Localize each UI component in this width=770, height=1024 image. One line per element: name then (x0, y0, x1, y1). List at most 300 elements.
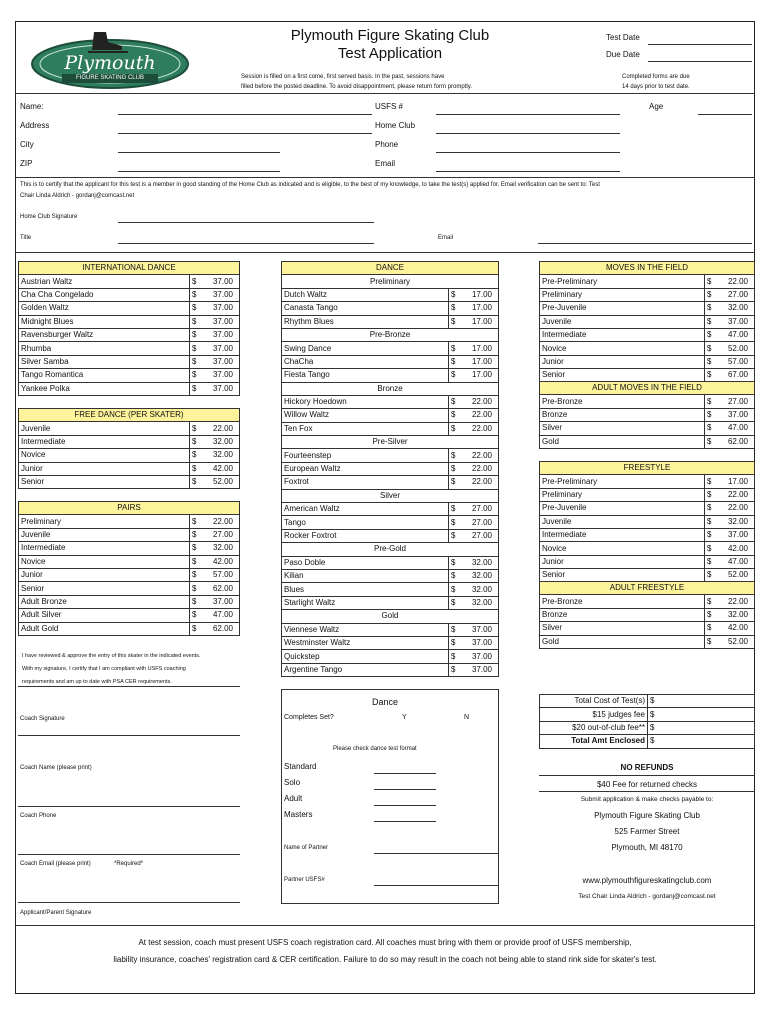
price-value: 37.00 (212, 276, 233, 286)
currency-symbol: $ (451, 557, 456, 567)
coach-phone-label: Coach Phone (20, 813, 57, 819)
currency-symbol: $ (451, 624, 456, 634)
partner-name-field[interactable] (374, 853, 498, 854)
standard-field[interactable] (374, 773, 436, 774)
price-cell (449, 503, 499, 516)
home-club-signature-field[interactable] (118, 222, 374, 223)
home-club-label: Home Club (375, 121, 416, 130)
currency-symbol: $ (707, 489, 712, 499)
price-value: 17.00 (471, 356, 492, 366)
test-name: Preliminary (540, 288, 705, 301)
test-name: Novice (19, 449, 190, 462)
price-cell (705, 475, 755, 488)
currency-symbol: $ (192, 330, 197, 340)
coach-phone-field[interactable] (18, 854, 240, 855)
masters-field[interactable] (374, 821, 436, 822)
table-row[interactable] (540, 502, 755, 515)
adult-field[interactable] (374, 805, 436, 806)
section-header: ADULT MOVES IN THE FIELD (540, 382, 755, 395)
price-cell (190, 475, 240, 488)
test-name: Pre-Juvenile (540, 502, 705, 515)
test-name: Senior (19, 475, 190, 488)
price-value: 42.00 (212, 556, 233, 566)
table-row[interactable] (540, 569, 755, 582)
test-date-field[interactable] (648, 44, 752, 45)
test-name: European Waltz (282, 462, 449, 475)
currency-symbol: $ (451, 638, 456, 648)
price-cell (190, 369, 240, 382)
pairs-table (18, 501, 240, 636)
price-value: 37.00 (212, 316, 233, 326)
currency-symbol: $ (192, 570, 197, 580)
price-value: 37.00 (212, 330, 233, 340)
price-cell (705, 502, 755, 515)
price-value: 47.00 (727, 330, 748, 340)
age-field[interactable] (698, 114, 752, 115)
table-row[interactable] (19, 449, 240, 462)
certify-title-field[interactable] (118, 243, 374, 244)
coach-signature-field[interactable] (18, 735, 240, 736)
solo-field[interactable] (374, 789, 436, 790)
table-row[interactable] (19, 542, 240, 555)
test-name: Willow Waltz (282, 409, 449, 422)
test-name: Cha Cha Congelado (19, 288, 190, 301)
test-name: Quickstep (282, 650, 449, 663)
table-row[interactable] (282, 355, 499, 368)
table-row[interactable] (282, 315, 499, 328)
price-value: 17.00 (471, 370, 492, 380)
currency-symbol: $ (451, 289, 456, 299)
section-header: ADULT FREESTYLE (540, 582, 755, 595)
out-of-club-field[interactable]: $ (648, 721, 755, 734)
completes-set-label: Completes Set? (284, 714, 334, 721)
price-value: 62.00 (727, 436, 748, 446)
check-format-label: Please check dance test format (333, 746, 417, 752)
currency-symbol: $ (451, 423, 456, 433)
table-row[interactable] (540, 622, 755, 635)
table-row[interactable] (282, 288, 499, 301)
price-cell (449, 422, 499, 435)
currency-symbol: $ (192, 343, 197, 353)
currency-symbol: $ (451, 450, 456, 460)
returned-checks: $40 Fee for returned checks (596, 780, 698, 789)
test-date-label: Test Date (606, 33, 640, 42)
table-row[interactable] (19, 528, 240, 541)
price-value: 22.00 (212, 423, 233, 433)
price-value: 22.00 (471, 464, 492, 474)
price-value: 32.00 (471, 557, 492, 567)
coach-note-1: I have reviewed & approve the entry of this skater in the indicated events. (22, 653, 201, 659)
price-cell (190, 422, 240, 435)
price-cell (705, 328, 755, 341)
price-cell (705, 595, 755, 608)
completes-set-no[interactable]: N (464, 714, 470, 721)
test-name: Adult Gold (19, 622, 190, 635)
price-cell (705, 302, 755, 315)
test-name: Silver Samba (19, 355, 190, 368)
table-row[interactable] (19, 462, 240, 475)
table-row[interactable] (282, 369, 499, 382)
judges-fee-field[interactable]: $ (648, 708, 755, 721)
currency-symbol: $ (451, 651, 456, 661)
table-row[interactable] (282, 422, 499, 435)
table-row[interactable] (282, 636, 499, 649)
price-value: 52.00 (727, 343, 748, 353)
table-row[interactable] (540, 315, 755, 328)
price-value: 52.00 (727, 570, 748, 580)
currency-symbol: $ (707, 276, 712, 286)
table-row[interactable] (19, 568, 240, 581)
zip-label: ZIP (20, 159, 33, 168)
price-value: 37.00 (212, 370, 233, 380)
table-row[interactable] (540, 422, 755, 435)
price-cell (449, 569, 499, 582)
level-subheader: Pre-Bronze (282, 328, 499, 341)
currency-symbol: $ (707, 636, 712, 646)
price-cell (705, 542, 755, 555)
table-row[interactable] (540, 528, 755, 541)
price-value: 22.00 (727, 503, 748, 513)
table-row[interactable] (540, 608, 755, 621)
price-cell (449, 636, 499, 649)
test-name: Senior (540, 569, 705, 582)
test-name: Canasta Tango (282, 302, 449, 315)
coach-email-required: *Required* (114, 861, 144, 867)
page-subtitle: Test Application (337, 45, 443, 62)
table-row[interactable] (19, 515, 240, 528)
test-name: Novice (540, 542, 705, 555)
price-cell (449, 449, 499, 462)
test-name: Dutch Waltz (282, 288, 449, 301)
price-cell (705, 408, 755, 421)
currency-symbol: $ (707, 543, 712, 553)
test-name: Intermediate (540, 328, 705, 341)
currency-symbol: $ (451, 504, 456, 514)
completed-note-2: 14 days prior to test date. (622, 84, 690, 90)
test-name: Austrian Waltz (19, 275, 190, 288)
club-street: 525 Farmer Street (614, 827, 680, 836)
price-value: 37.00 (212, 356, 233, 366)
table-row[interactable] (540, 635, 755, 648)
test-name: Preliminary (19, 515, 190, 528)
test-name: Ravensburger Waltz (19, 328, 190, 341)
price-value: 22.00 (471, 450, 492, 460)
table-row[interactable] (282, 395, 499, 408)
table-row[interactable] (540, 328, 755, 341)
price-value: 37.00 (727, 530, 748, 540)
price-cell (449, 596, 499, 609)
dance-table (281, 261, 499, 677)
table-row[interactable] (282, 596, 499, 609)
test-name: Intermediate (19, 435, 190, 448)
table-row[interactable] (19, 355, 240, 368)
refunds-divider (539, 775, 755, 776)
judges-fee-label: $15 judges fee (540, 708, 648, 721)
price-value: 37.00 (471, 624, 492, 634)
currency-symbol: $ (707, 436, 712, 446)
table-row[interactable] (540, 395, 755, 408)
test-name: Argentine Tango (282, 663, 449, 676)
test-name: Ten Fox (282, 422, 449, 435)
price-cell (190, 582, 240, 595)
city-label: City (20, 140, 34, 149)
test-name: American Waltz (282, 503, 449, 516)
price-cell (449, 462, 499, 475)
price-cell (705, 395, 755, 408)
price-cell (190, 355, 240, 368)
table-row[interactable] (19, 582, 240, 595)
price-cell (190, 568, 240, 581)
table-row[interactable] (540, 342, 755, 355)
table-row[interactable] (540, 288, 755, 301)
price-cell (190, 315, 240, 328)
page-title: Plymouth Figure Skating Club (290, 27, 490, 44)
table-row[interactable] (19, 422, 240, 435)
table-row[interactable] (282, 569, 499, 582)
price-cell (705, 275, 755, 288)
phone-label: Phone (375, 140, 399, 149)
currency-symbol: $ (451, 517, 456, 527)
table-row[interactable] (19, 609, 240, 622)
price-value: 37.00 (212, 303, 233, 313)
price-cell (705, 515, 755, 528)
table-row[interactable] (540, 302, 755, 315)
table-row[interactable] (19, 382, 240, 395)
section-header: DANCE (282, 262, 499, 275)
price-cell (705, 635, 755, 648)
table-row[interactable] (282, 650, 499, 663)
test-name: Novice (540, 342, 705, 355)
price-cell (705, 342, 755, 355)
table-row[interactable] (19, 622, 240, 635)
test-name: Fourteenstep (282, 449, 449, 462)
currency-symbol: $ (192, 596, 197, 606)
table-row[interactable] (540, 542, 755, 555)
currency-symbol: $ (192, 276, 197, 286)
table-row[interactable] (282, 503, 499, 516)
certify-divider (15, 252, 755, 253)
price-cell (190, 382, 240, 395)
partner-usfs-field[interactable] (374, 885, 498, 886)
table-row[interactable] (540, 488, 755, 501)
total-enclosed-field[interactable]: $ (648, 735, 755, 748)
table-row[interactable] (19, 315, 240, 328)
applicant-signature-label: Applicant/Parent Signature (20, 910, 92, 916)
test-name: Senior (540, 369, 705, 382)
test-name: Adult Bronze (19, 595, 190, 608)
table-row[interactable] (19, 595, 240, 608)
currency-symbol: $ (451, 584, 456, 594)
currency-symbol: $ (451, 664, 456, 674)
table-row[interactable] (540, 515, 755, 528)
level-subheader: Pre-Silver (282, 436, 499, 449)
test-name: Tango Romantica (19, 369, 190, 382)
coach-email-field[interactable] (18, 902, 240, 903)
coach-signature-label: Coach Signature (20, 716, 65, 722)
price-value: 62.00 (212, 583, 233, 593)
price-value: 22.00 (212, 516, 233, 526)
currency-symbol: $ (192, 289, 197, 299)
price-value: 27.00 (471, 517, 492, 527)
price-value: 32.00 (212, 543, 233, 553)
currency-symbol: $ (451, 531, 456, 540)
table-row[interactable] (540, 555, 755, 568)
section-header: PAIRS (19, 502, 240, 515)
test-name: Adult Silver (19, 609, 190, 622)
section-header: MOVES IN THE FIELD (540, 262, 755, 275)
price-value: 37.00 (471, 638, 492, 648)
test-name: Hickory Hoedown (282, 395, 449, 408)
table-row[interactable] (540, 595, 755, 608)
table-row[interactable] (19, 328, 240, 341)
price-cell (705, 488, 755, 501)
test-name: Intermediate (540, 528, 705, 541)
club-website[interactable]: www.plymouthfigureskatingclub.com (582, 876, 712, 885)
price-value: 42.00 (727, 543, 748, 553)
usfs-field[interactable] (436, 114, 620, 115)
price-value: 17.00 (471, 289, 492, 299)
table-row[interactable] (282, 409, 499, 422)
test-name: Rhythm Blues (282, 315, 449, 328)
price-value: 32.00 (212, 450, 233, 460)
price-cell (190, 342, 240, 355)
price-cell (449, 476, 499, 489)
level-subheader: Pre-Gold (282, 543, 499, 556)
name-field[interactable] (118, 114, 372, 115)
table-row[interactable] (282, 476, 499, 489)
certify-line-1: This is to certify that the applicant for this test is a member in good standing of the Home Club as indicated and is eligible, to the best of my knowledge, to take the test(s) applied for. Email verification can be sent to: Test (20, 182, 600, 188)
currency-symbol: $ (707, 476, 712, 486)
total-enclosed-label: Total Amt Enclosed (540, 735, 648, 748)
test-name: Silver (540, 422, 705, 435)
table-row[interactable] (282, 529, 499, 542)
footer-divider (15, 925, 755, 926)
coach-note-3: requirements and am up to date with PSA CER requirements. (22, 679, 172, 685)
price-value: 47.00 (727, 423, 748, 433)
currency-symbol: $ (707, 330, 712, 340)
table-row[interactable] (282, 342, 499, 355)
table-row[interactable] (282, 583, 499, 596)
price-cell (190, 435, 240, 448)
total-cost-field[interactable]: $ (648, 695, 755, 708)
price-value: 37.00 (212, 289, 233, 299)
test-name: Bronze (540, 608, 705, 621)
table-row[interactable] (19, 302, 240, 315)
test-name: Paso Doble (282, 556, 449, 569)
table-row[interactable] (282, 556, 499, 569)
masters-label: Masters (284, 810, 313, 819)
table-row[interactable] (540, 369, 755, 382)
zip-field[interactable] (118, 171, 280, 172)
currency-symbol: $ (707, 356, 712, 366)
test-name: Foxtrot (282, 476, 449, 489)
test-name: Pre-Preliminary (540, 475, 705, 488)
dance-format-box (281, 689, 499, 904)
phone-field[interactable] (436, 152, 620, 153)
price-value: 32.00 (727, 609, 748, 619)
table-row[interactable] (540, 408, 755, 421)
currency-symbol: $ (192, 529, 197, 539)
price-value: 32.00 (727, 516, 748, 526)
completes-set-yes[interactable]: Y (402, 714, 407, 721)
price-value: 17.00 (471, 316, 492, 326)
table-row[interactable] (282, 623, 499, 636)
due-date-label: Due Date (606, 50, 640, 59)
price-value: 22.00 (471, 423, 492, 433)
city-field[interactable] (118, 152, 280, 153)
table-row[interactable] (540, 355, 755, 368)
logo-subtext: FIGURE SKATING CLUB (76, 75, 144, 81)
adult-label: Adult (284, 794, 303, 803)
currency-symbol: $ (707, 609, 712, 619)
table-row[interactable] (19, 435, 240, 448)
section-header: FREE DANCE (PER SKATER) (19, 409, 240, 422)
currency-symbol: $ (707, 303, 712, 313)
table-row[interactable] (19, 475, 240, 488)
test-name: Silver (540, 622, 705, 635)
email-field[interactable] (436, 171, 620, 172)
table-row[interactable] (540, 275, 755, 288)
test-name: Bronze (540, 408, 705, 421)
price-value: 47.00 (727, 556, 748, 566)
price-value: 32.00 (471, 584, 492, 594)
test-name: Fiesta Tango (282, 369, 449, 382)
table-row[interactable] (282, 516, 499, 529)
table-row[interactable] (282, 663, 499, 676)
table-row[interactable] (282, 462, 499, 475)
price-value: 27.00 (471, 531, 492, 540)
currency-symbol: $ (192, 370, 197, 380)
price-value: 42.00 (212, 463, 233, 473)
table-row[interactable] (19, 555, 240, 568)
certify-email-field[interactable] (538, 243, 752, 244)
table-row[interactable] (282, 449, 499, 462)
footer-line-2: liability insurance, coaches' registration card & CER certification. Failure to do so may result in the coach not being able to stand rink side for skater's test. (113, 955, 657, 964)
currency-symbol: $ (451, 410, 456, 420)
coach-name-field[interactable] (18, 806, 240, 807)
price-cell (190, 462, 240, 475)
table-row[interactable] (540, 475, 755, 488)
table-row[interactable] (19, 275, 240, 288)
currency-symbol: $ (707, 530, 712, 540)
price-value: 27.00 (212, 529, 233, 539)
coach-email-label: Coach Email (please print) (20, 861, 91, 867)
table-row[interactable] (540, 435, 755, 448)
table-row[interactable] (19, 288, 240, 301)
level-subheader: Preliminary (282, 275, 499, 288)
out-of-club-label: $20 out-of-club fee** (540, 721, 648, 734)
address-field[interactable] (118, 133, 372, 134)
currency-symbol: $ (192, 543, 197, 553)
footer-line-1: At test session, coach must present USFS coach registration card. All coaches must bring with them or provide proof of USFS membership, (138, 938, 632, 947)
test-name: Westminster Waltz (282, 636, 449, 649)
table-row[interactable] (19, 369, 240, 382)
table-row[interactable] (282, 302, 499, 315)
logo-text: Plymouth (64, 52, 156, 74)
test-name: Pre-Preliminary (540, 275, 705, 288)
currency-symbol: $ (707, 570, 712, 580)
due-date-field[interactable] (648, 61, 752, 62)
currency-symbol: $ (192, 423, 197, 433)
home-club-field[interactable] (436, 133, 620, 134)
currency-symbol: $ (707, 370, 712, 380)
price-cell (705, 369, 755, 382)
price-cell (705, 555, 755, 568)
currency-symbol: $ (192, 450, 197, 460)
price-cell (190, 275, 240, 288)
currency-symbol: $ (192, 463, 197, 473)
table-row[interactable] (19, 342, 240, 355)
